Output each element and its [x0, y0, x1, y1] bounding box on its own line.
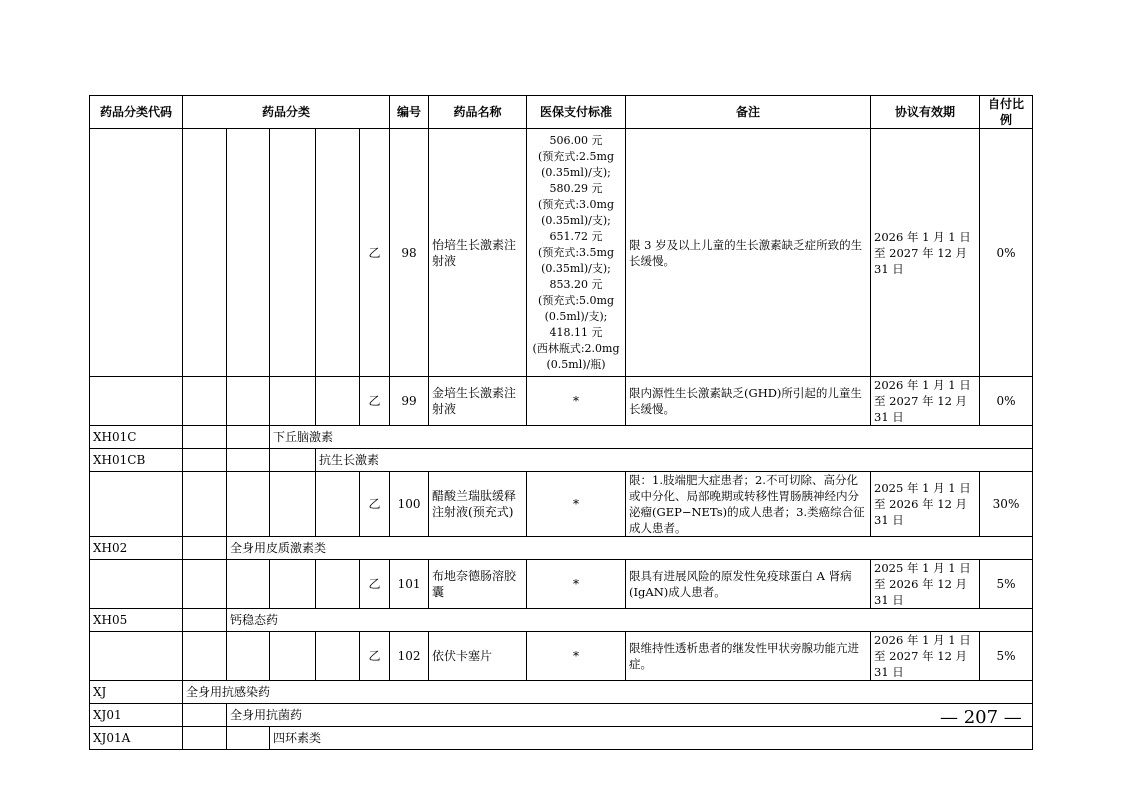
header-period: 协议有效期	[871, 96, 980, 129]
drug-standard: *	[527, 472, 626, 537]
category-label: 全身用皮质激素类	[227, 537, 1033, 560]
drug-standard: 506.00 元 (预充式:2.5mg (0.35ml)/支); 580.29 元 (预充式:3.0mg (0.35ml)/支); 651.72 元 (预充式:3.5mg (0.35ml)/支); 853.20 元 (预充式:5.0mg (0.5ml)/支); 418.11 元 (西林瓶式:2.0mg (0.5ml)/瓶)	[527, 129, 626, 377]
category-code: XH05	[90, 609, 183, 632]
drug-row	[90, 472, 1033, 537]
drug-grade: 乙	[360, 377, 390, 426]
header-code: 药品分类代码	[90, 96, 183, 129]
drug-catalog-table	[89, 95, 1033, 750]
drug-standard: *	[527, 377, 626, 426]
category-label: 下丘脑激素	[270, 426, 1033, 449]
drug-number: 100	[390, 472, 429, 537]
drug-grade: 乙	[360, 560, 390, 609]
category-label: 全身用抗感染药	[183, 681, 1033, 704]
drug-number: 102	[390, 632, 429, 681]
drug-name: 布地奈德肠溶胶囊	[429, 560, 527, 609]
header-number: 编号	[390, 96, 429, 129]
drug-note: 限具有进展风险的原发性免疫球蛋白 A 肾病(IgAN)成人患者。	[626, 560, 871, 609]
category-row	[90, 449, 1033, 472]
drug-ratio: 5%	[980, 560, 1033, 609]
category-label: 钙稳态药	[227, 609, 1033, 632]
header-standard: 医保支付标准	[527, 96, 626, 129]
category-row	[90, 609, 1033, 632]
drug-note: 限内源性生长激素缺乏(GHD)所引起的儿童生长缓慢。	[626, 377, 871, 426]
category-label: 全身用抗菌药	[227, 704, 1033, 727]
category-code: XJ	[90, 681, 183, 704]
drug-note: 限 3 岁及以上儿童的生长激素缺乏症所致的生长缓慢。	[626, 129, 871, 377]
drug-period: 2026 年 1 月 1 日至 2027 年 12 月 31 日	[871, 632, 980, 681]
drug-grade: 乙	[360, 129, 390, 377]
drug-period: 2025 年 1 月 1 日至 2026 年 12 月 31 日	[871, 560, 980, 609]
drug-name: 怡培生长激素注射液	[429, 129, 527, 377]
category-code: XJ01	[90, 704, 183, 727]
drug-ratio: 0%	[980, 129, 1033, 377]
drug-ratio: 5%	[980, 632, 1033, 681]
category-code: XH01CB	[90, 449, 183, 472]
drug-period: 2025 年 1 月 1 日至 2026 年 12 月 31 日	[871, 472, 980, 537]
category-code: XH02	[90, 537, 183, 560]
page-number: — 207 —	[940, 707, 1022, 728]
drug-note: 限：1.肢端肥大症患者；2.不可切除、高分化或中分化、局部晚期或转移性胃肠胰神经内分泌瘤(GEP−NETs)的成人患者；3.类癌综合征成人患者。	[626, 472, 871, 537]
header-ratio: 自付比例	[980, 96, 1033, 129]
drug-number: 101	[390, 560, 429, 609]
drug-row	[90, 560, 1033, 609]
drug-period: 2026 年 1 月 1 日至 2027 年 12 月 31 日	[871, 377, 980, 426]
drug-name: 醋酸兰瑞肽缓释注射液(预充式)	[429, 472, 527, 537]
header-name: 药品名称	[429, 96, 527, 129]
category-label: 抗生长激素	[316, 449, 1033, 472]
drug-standard: *	[527, 560, 626, 609]
category-row	[90, 426, 1033, 449]
drug-row	[90, 377, 1033, 426]
drug-name: 依伏卡塞片	[429, 632, 527, 681]
drug-name: 金培生长激素注射液	[429, 377, 527, 426]
header-category: 药品分类	[183, 96, 390, 129]
drug-number: 98	[390, 129, 429, 377]
category-code: XJ01A	[90, 727, 183, 750]
category-row	[90, 704, 1033, 727]
drug-grade: 乙	[360, 632, 390, 681]
category-code: XH01C	[90, 426, 183, 449]
drug-note: 限维持性透析患者的继发性甲状旁腺功能亢进症。	[626, 632, 871, 681]
drug-grade: 乙	[360, 472, 390, 537]
drug-standard: *	[527, 632, 626, 681]
drug-row	[90, 632, 1033, 681]
header-note: 备注	[626, 96, 871, 129]
drug-ratio: 30%	[980, 472, 1033, 537]
category-row	[90, 537, 1033, 560]
category-row	[90, 727, 1033, 750]
drug-ratio: 0%	[980, 377, 1033, 426]
drug-period: 2026 年 1 月 1 日至 2027 年 12 月 31 日	[871, 129, 980, 377]
table-header-row	[90, 96, 1033, 129]
category-row	[90, 681, 1033, 704]
category-label: 四环素类	[270, 727, 1033, 750]
drug-row	[90, 129, 1033, 377]
drug-number: 99	[390, 377, 429, 426]
